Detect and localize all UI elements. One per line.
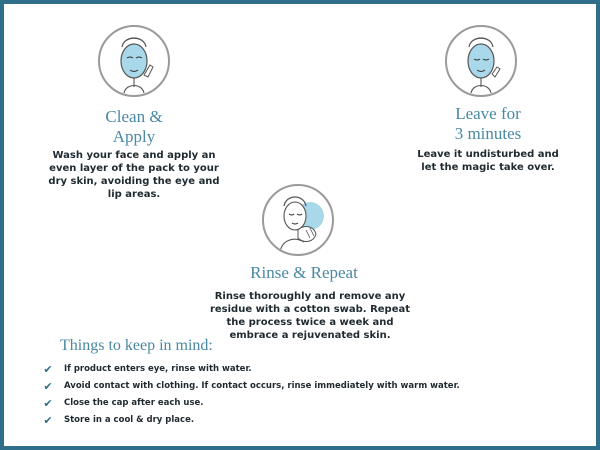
list-item — [42, 379, 460, 393]
step-title-leave: Leave for 3 minutes — [454, 104, 522, 143]
check-icon: ✔ — [43, 396, 53, 410]
tip-text: Close the cap after each use. — [64, 398, 204, 408]
tips-list — [42, 362, 460, 430]
step-desc-clean-apply: Wash your face and apply an even layer of the pack to your dry skin, avoiding the eye and lip areas. — [48, 150, 220, 200]
tip-text: If product enters eye, rinse with water. — [64, 364, 252, 374]
tip-text: Store in a cool & dry place. — [64, 415, 195, 425]
list-item — [42, 413, 460, 427]
list-item — [42, 396, 460, 410]
step-title-clean-apply: Clean & Apply — [105, 107, 163, 146]
step-title-rinse-repeat: Rinse & Repeat — [250, 263, 358, 282]
list-item — [42, 362, 460, 376]
face-mask-apply-icon — [98, 25, 170, 97]
check-icon: ✔ — [43, 413, 53, 427]
face-rinse-icon — [262, 184, 334, 256]
tip-text: Avoid contact with clothing. If contact occurs, rinse immediately with warm water. — [64, 381, 460, 391]
check-icon: ✔ — [43, 379, 53, 393]
tips-title: Things to keep in mind: — [60, 337, 213, 354]
face-mask-wait-icon — [445, 25, 517, 97]
step-desc-leave: Leave it undisturbed and let the magic take over. — [417, 149, 559, 173]
check-icon: ✔ — [43, 362, 53, 376]
step-desc-rinse-repeat: Rinse thoroughly and remove any residue with a cotton swab. Repeat the process twice a week and embrace a rejuvenated skin. — [209, 291, 411, 341]
